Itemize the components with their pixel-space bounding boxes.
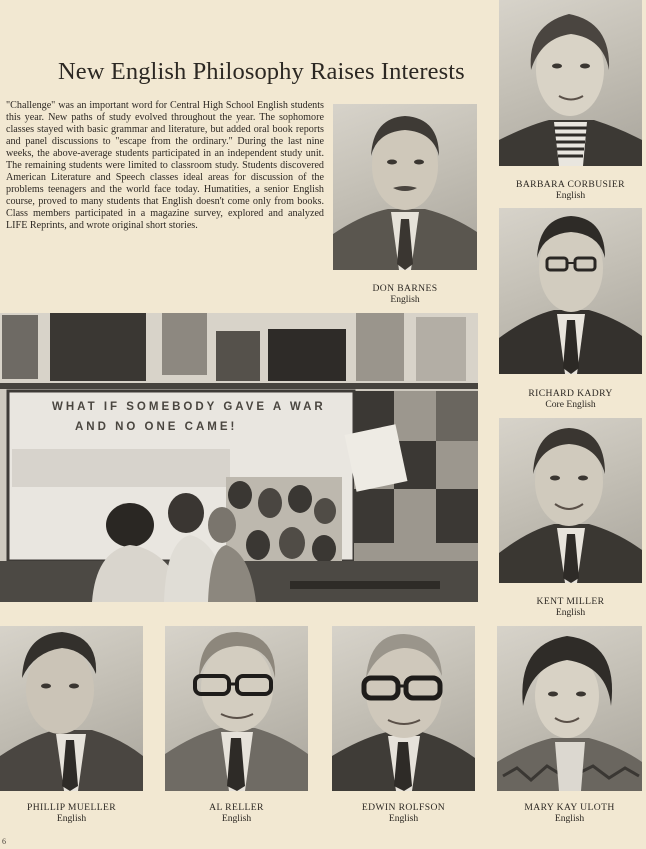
faculty-subject: English — [388, 812, 419, 824]
caption-barbara-corbusier — [499, 180, 642, 201]
portrait-edwin-rolfson — [332, 626, 475, 791]
portrait-al-reller — [165, 626, 308, 791]
portrait-mary-kay-uloth — [497, 626, 642, 791]
faculty-subject: Core English — [545, 398, 596, 410]
classroom-photo — [0, 313, 478, 602]
bulletin-board-line-1: WHAT IF SOMEBODY GAVE A WAR — [52, 401, 326, 413]
caption-edwin-rolfson — [332, 803, 475, 824]
caption-mary-kay-uloth — [497, 803, 642, 824]
portrait-barbara-corbusier — [499, 0, 642, 166]
caption-don-barnes — [333, 284, 477, 305]
portrait-richard-kadry — [499, 208, 642, 374]
caption-richard-kadry — [499, 389, 642, 410]
faculty-subject: English — [555, 189, 586, 201]
faculty-name: MARY KAY ULOTH — [524, 802, 615, 813]
faculty-subject: English — [555, 606, 586, 618]
faculty-name: DON BARNES — [372, 283, 438, 294]
faculty-subject: English — [221, 812, 252, 824]
faculty-name: AL RELLER — [209, 802, 264, 813]
faculty-name: KENT MILLER — [536, 596, 605, 607]
page-number: 6 — [2, 837, 6, 846]
faculty-name: PHILLIP MUELLER — [26, 802, 117, 813]
faculty-name: BARBARA CORBUSIER — [516, 179, 625, 190]
portrait-phillip-mueller — [0, 626, 143, 791]
caption-al-reller — [165, 803, 308, 824]
portrait-don-barnes — [333, 104, 477, 270]
portrait-kent-miller — [499, 418, 642, 583]
caption-phillip-mueller — [0, 803, 143, 824]
faculty-subject: English — [390, 293, 420, 305]
caption-kent-miller — [499, 597, 642, 618]
faculty-name: RICHARD KADRY — [528, 388, 613, 399]
faculty-name: EDWIN ROLFSON — [361, 802, 446, 813]
faculty-subject: English — [554, 812, 585, 824]
article-body: "Challenge" was an important word for Central High School English students this year. New paths of study evolved throughout the year. The sophomore classes stayed with basic grammar and literature, but added oral book reports and panel discussions to "escape from the ordinary." During the last nine weeks, the above-average students participated in an independent study unit. The remaining students were limited to classroom study. Students discovered American Literature and Speech classes ideal areas for discussion of the problems teenagers and the world face today. Humatities, a senior English course, proved to many students that English doesn't come only from books. Class members participated in a magazine survey, explored and analyzed LIFE Reprints, and wrote original short stories. — [6, 100, 324, 232]
page-title: New English Philosophy Raises Interests — [58, 58, 465, 85]
faculty-subject: English — [56, 812, 87, 824]
bulletin-board-line-2: AND NO ONE CAME! — [75, 421, 238, 433]
